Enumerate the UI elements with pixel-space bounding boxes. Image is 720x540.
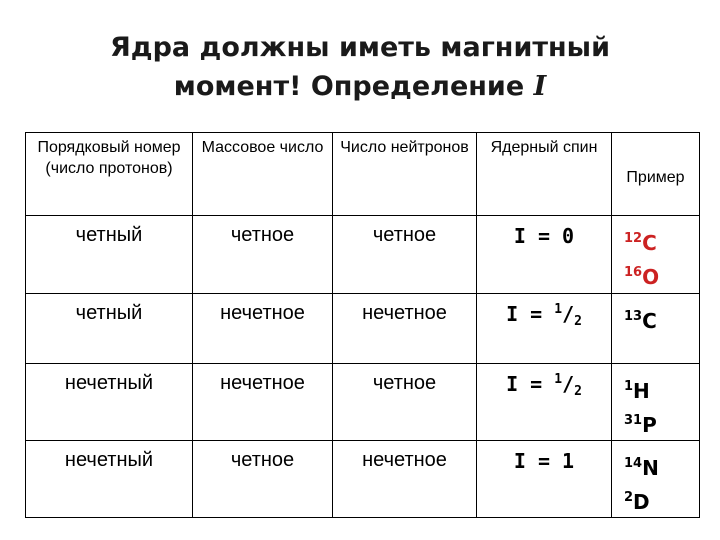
cell-protons: четный [26,294,193,364]
cell-example [612,216,700,294]
isotope-element: N [642,456,659,480]
cell-mass: четное [193,441,333,518]
header-protons: Порядковый номер (число протонов) [26,133,193,216]
header-nuclear-spin: Ядерный спин [477,133,612,216]
isotope-element: H [633,379,650,403]
cell-neutrons: четное [333,216,477,294]
cell-neutrons: четное [333,364,477,441]
spin-slash: / [562,302,575,326]
cell-mass: нечетное [193,364,333,441]
spin-prefix: I = [506,302,555,326]
spin-denominator: 2 [574,384,582,399]
spin-prefix: I = [506,372,555,396]
header-mass-number: Массовое число [193,133,333,216]
isotope [624,483,699,517]
isotope-mass: 13 [624,309,643,324]
cell-spin: I = 1 [477,441,612,518]
isotope [624,258,699,292]
isotope-element: P [642,413,657,437]
table-header-row [26,133,700,216]
cell-protons: нечетный [26,441,193,518]
isotope [624,449,699,483]
isotope-element: C [642,309,657,333]
title-variable: I [533,71,547,102]
spin-denominator: 2 [574,314,582,329]
isotope [624,372,699,406]
title-line-2 [0,67,720,106]
table-row [26,294,700,364]
isotope [624,224,699,258]
header-example: Пример [612,133,700,216]
title-line-2-text: момент! Определение [173,71,525,102]
cell-spin: I = 0 [477,216,612,294]
cell-neutrons: нечетное [333,294,477,364]
cell-example [612,441,700,518]
isotope-mass: 14 [624,456,643,471]
title-line-1: Ядра должны иметь магнитный [109,32,611,63]
cell-mass: четное [193,216,333,294]
cell-example [612,364,700,441]
isotope-mass: 16 [624,265,643,280]
cell-spin [477,364,612,441]
isotope-element: C [642,231,657,255]
cell-neutrons: нечетное [333,441,477,518]
isotope [624,302,699,336]
slide-title [0,28,720,106]
cell-mass: нечетное [193,294,333,364]
isotope-mass: 1 [624,379,634,394]
table-row [26,216,700,294]
isotope-mass: 31 [624,413,643,428]
spin-slash: / [562,372,575,396]
spin-numerator: 1 [554,302,563,317]
nuclear-spin-table [25,132,700,518]
isotope-mass: 12 [624,231,643,246]
cell-spin [477,294,612,364]
spin-numerator: 1 [554,372,563,387]
cell-protons: нечетный [26,364,193,441]
isotope-element: D [633,490,650,514]
table-row [26,364,700,441]
isotope-element: O [642,265,660,289]
isotope-mass: 2 [624,490,634,505]
isotope [624,406,699,440]
table-row [26,441,700,518]
cell-protons: четный [26,216,193,294]
header-neutrons: Число нейтронов [333,133,477,216]
cell-example [612,294,700,364]
